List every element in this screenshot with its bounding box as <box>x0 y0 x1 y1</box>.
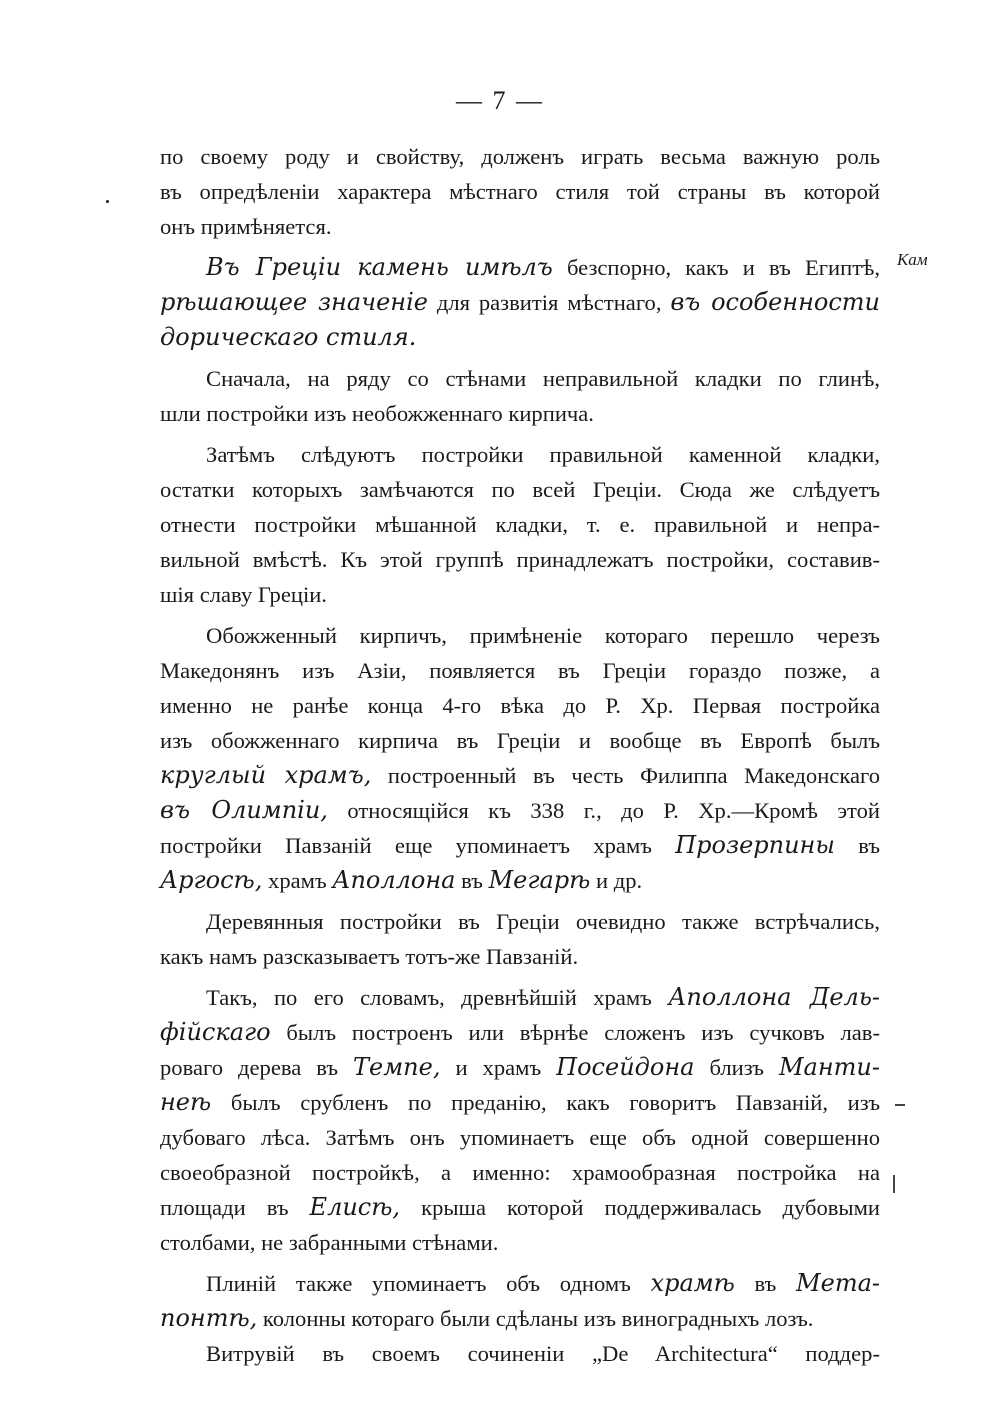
paragraph-line: вильной вмѣстѣ. Къ этой группѣ принадлежатъ постройки, составив- <box>160 547 880 572</box>
paragraph-line: какъ намъ разсказываетъ тотъ-же Павзаній. <box>160 944 579 969</box>
paragraph: Въ Греціи камень имѣлъ безспорно, какъ и въ Египтѣ, <box>206 253 881 281</box>
page-number: — 7 — <box>456 86 544 115</box>
paragraph-line: постройки Павзаній еще упоминаетъ храмъ Прозерпины въ <box>160 831 880 859</box>
body-text <box>160 139 880 1371</box>
paragraph-line: онъ примѣняется. <box>160 214 332 239</box>
marginal-note: Кам <box>897 250 928 269</box>
paragraph-line: неѣ былъ срубленъ по преданію, какъ говоритъ Павзаній, изъ <box>160 1088 880 1116</box>
paragraph-line: понтѣ, колонны котораго были сдѣланы изъ виноградныхъ лозъ. <box>160 1304 814 1332</box>
paragraph-line: шли постройки изъ необожженнаго кирпича. <box>160 401 594 426</box>
ink-mark <box>895 1104 905 1106</box>
paragraph-line: Македонянъ изъ Азіи, появляется въ Греціи гораздо позже, а <box>160 658 880 683</box>
paragraph-line: въ опредѣленіи характера мѣстнаго стиля той страны въ которой <box>160 179 880 204</box>
paragraph-line: шія славу Греціи. <box>160 582 327 607</box>
paragraph: Затѣмъ слѣдуютъ постройки правильной каменной кладки, <box>206 442 880 467</box>
paragraph: по своему роду и свойству, долженъ играть весьма важную роль <box>160 144 880 169</box>
paragraph-line: въ Олимпіи, относящійся къ 338 г., до Р. Хр.—Кромѣ этой <box>160 796 881 824</box>
paragraph-line: изъ обожженнаго кирпича въ Греціи и вообще въ Европѣ былъ <box>160 728 880 753</box>
paragraph-line: роваго дерева въ Темпе, и храмъ Посейдона близъ Манти- <box>160 1053 880 1081</box>
paragraph: Деревянныя постройки въ Греціи очевидно также встрѣчались, <box>206 909 880 934</box>
paragraph-line: рѣшающее значеніе для развитія мѣстнаго, въ особенности <box>160 288 881 316</box>
paragraph-line: остатки которыхъ замѣчаются по всей Греціи. Сюда же слѣдуетъ <box>160 477 880 502</box>
paragraph-line: круглый храмъ, построенный въ честь Филиппа Македонскаго <box>160 761 881 789</box>
paragraph-line: именно не ранѣе конца 4-го вѣка до Р. Хр. Первая постройка <box>160 693 880 718</box>
paragraph-line: площади въ Елисѣ, крыша которой поддерживалась дубовыми <box>160 1193 880 1221</box>
paragraph-line: своеобразной постройкѣ, а именно: храмообразная постройка на <box>160 1160 880 1185</box>
paragraph-line: Аргосѣ, храмъ Аполлона въ Мегарѣ и др. <box>160 866 643 894</box>
ink-speck <box>106 200 109 203</box>
paragraph-line: фійскаго былъ построенъ или вѣрнѣе сложенъ изъ сучковъ лав- <box>160 1018 880 1046</box>
paragraph: Витрувій въ своемъ сочиненіи „De Architectura“ поддер- <box>206 1341 880 1366</box>
paragraph-line: дорическаго стиля. <box>160 323 417 351</box>
paragraph-line: дубоваго лѣса. Затѣмъ онъ упоминаетъ еще объ одной совершенно <box>160 1125 880 1150</box>
paragraph: Обожженный кирпичъ, примѣненіе котораго перешло черезъ <box>206 623 880 648</box>
paragraph-line: отнести постройки мѣшанной кладки, т. е. правильной и непра- <box>160 512 880 537</box>
paragraph: Сначала, на ряду со стѣнами неправильной кладки по глинѣ, <box>206 366 880 391</box>
paragraph: Плиній также упоминаетъ объ одномъ храмѣ въ Мета- <box>206 1269 880 1297</box>
ink-mark <box>893 1175 895 1193</box>
paragraph-line: столбами, не забранными стѣнами. <box>160 1230 499 1255</box>
paragraph: Такъ, по его словамъ, древнѣйшій храмъ Аполлона Дель- <box>206 983 880 1011</box>
